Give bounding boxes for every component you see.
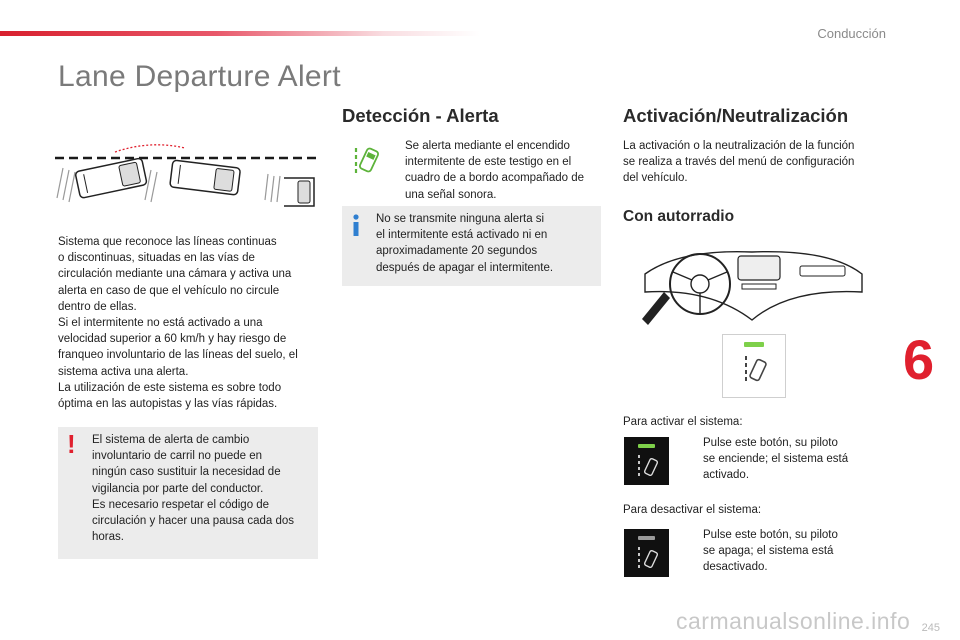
lane-warning-lamp-icon — [353, 144, 383, 176]
lane-button-on-icon — [624, 437, 669, 485]
page-number: 245 — [921, 622, 940, 634]
chapter-number: 6 — [903, 328, 935, 391]
header-accent-bar — [0, 31, 480, 36]
lane-button-icon — [732, 340, 776, 390]
detection-heading: Detección - Alerta — [342, 105, 499, 126]
info-text: No se transmite ninguna alerta si el intermitente está activado ni en aproximadamente 20 segundos después de apagar el intermitente. — [376, 213, 554, 274]
alert-text: Se alerta mediante el encendido intermitente de este testigo en el cuadro de a bordo acompañado de una señal sonora. — [405, 140, 585, 201]
lane-departure-illustration — [55, 138, 320, 210]
description-text: Sistema que reconoce las líneas continuas o discontinuas, situadas en las vías de circulación mediante una cámara y activa una alerta en caso de que el vehículo no circule dentro de ellas. Si el intermitente no está activado a una velocidad superior a 60 km/h y hay riesgo de franqueo involuntario de las líneas del suelo, el sistema activa una alerta. La utilización de este sistema es sobre todo óptima en las autopistas y las vías rápidas. — [58, 236, 298, 411]
page-title: Lane Departure Alert — [58, 60, 341, 93]
deactivate-label: Para desactivar el sistema: — [623, 504, 762, 516]
info-icon — [351, 214, 361, 236]
activate-text: Pulse este botón, su piloto se enciende; el sistema está activado. — [703, 437, 849, 482]
warning-text: El sistema de alerta de cambio involuntario de carril no puede en ningún caso sustituir la necesidad de vigilancia por parte del conductor. Es necesario respetar el código de circulación y hacer una pausa cada dos horas. — [92, 434, 295, 544]
lane-button-off-icon — [624, 529, 669, 577]
dashboard-illustration — [640, 244, 865, 326]
chapter-name: Conducción — [817, 26, 886, 41]
activation-intro: La activación o la neutralización de la función se realiza a través del menú de configuración del vehículo. — [623, 140, 855, 185]
autoradio-heading: Con autorradio — [623, 208, 735, 225]
activate-label: Para activar el sistema: — [623, 416, 743, 428]
deactivate-text: Pulse este botón, su piloto se apaga; el sistema está desactivado. — [703, 529, 838, 574]
watermark: carmanualsonline.info — [676, 608, 911, 634]
warning-icon: ! — [67, 429, 76, 459]
activation-heading: Activación/Neutralización — [623, 105, 849, 126]
